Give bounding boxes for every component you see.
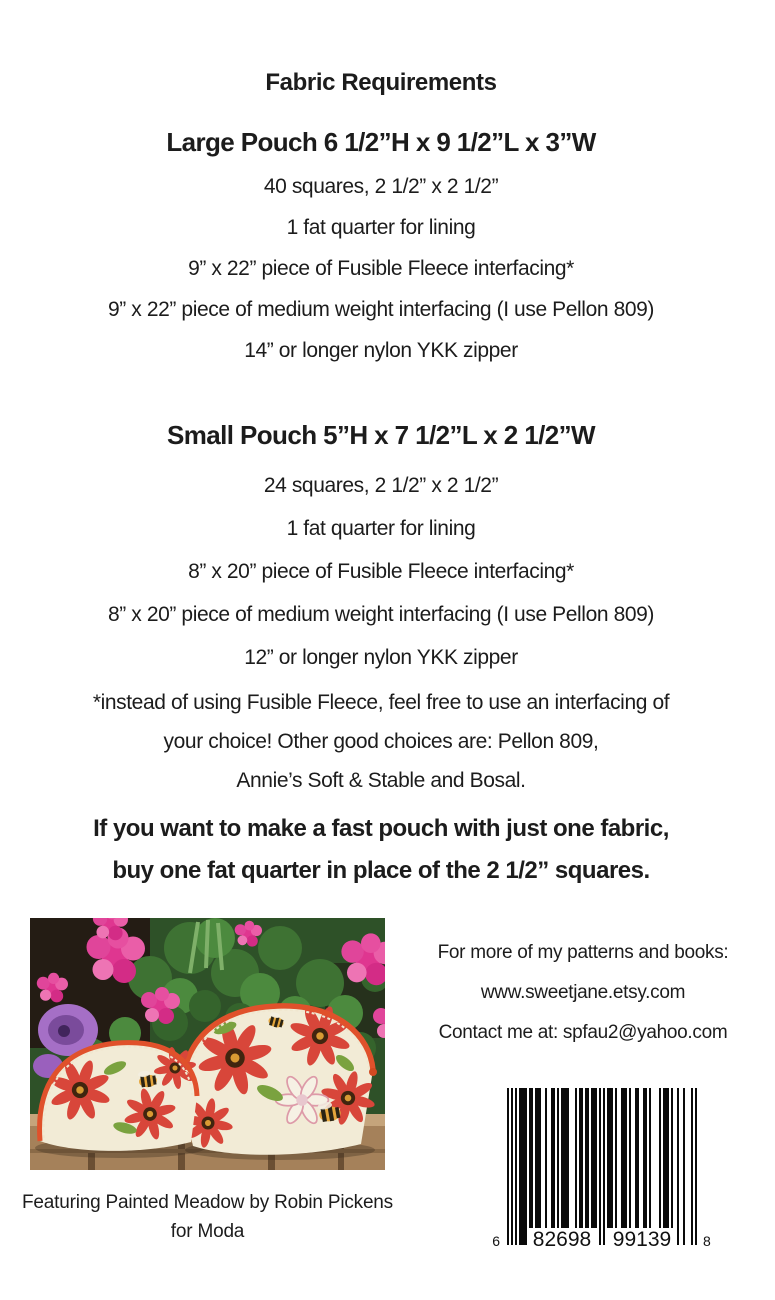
small-pouch-line: 8” x 20” piece of Fusible Fleece interfacing* [188, 560, 574, 583]
barcode-check-digit: 8 [703, 1233, 711, 1249]
fast-pouch-tip-line: If you want to make a fast pouch with just one fabric, [93, 815, 669, 842]
large-pouch-requirements [0, 166, 762, 371]
small-pouch-requirements [0, 464, 762, 679]
upc-barcode [480, 1088, 720, 1253]
promo-text: For more of my patterns and books: [437, 942, 729, 963]
small-pouch-line: 12” or longer nylon YKK zipper [244, 646, 518, 669]
small-pouch-line: 8” x 20” piece of medium weight interfacing (I use Pellon 809) [108, 603, 654, 626]
website-url: www.sweetjane.etsy.com [480, 982, 686, 1003]
barcode-right-digits: 99139 [612, 1228, 672, 1251]
interfacing-note-line: Annie’s Soft & Stable and Bosal. [236, 769, 526, 792]
large-pouch-heading: Large Pouch 6 1/2”H x 9 1/2”L x 3”W [166, 127, 596, 157]
small-pouch-line: 1 fat quarter for lining [286, 517, 476, 540]
contact-email-line: Contact me at: spfau2@yahoo.com [438, 1022, 728, 1043]
large-pouch-line: 9” x 22” piece of medium weight interfacing (I use Pellon 809) [108, 298, 654, 321]
small-pouch-heading: Small Pouch 5”H x 7 1/2”L x 2 1/2”W [167, 420, 595, 450]
fast-pouch-tip [0, 808, 762, 892]
fast-pouch-tip-line: buy one fat quarter in place of the 2 1/2” squares. [112, 857, 650, 884]
pouches-photo [30, 918, 385, 1170]
photo-caption-line: Featuring Painted Meadow by Robin Pickens [22, 1192, 393, 1213]
interfacing-note-line: *instead of using Fusible Fleece, feel free to use an interfacing of [92, 691, 670, 714]
large-pouch-line: 40 squares, 2 1/2” x 2 1/2” [263, 175, 499, 198]
contact-info [400, 933, 766, 1053]
photo-caption-line: for Moda [170, 1221, 245, 1242]
barcode-left-digits: 82698 [532, 1228, 592, 1251]
large-pouch-line: 9” x 22” piece of Fusible Fleece interfacing* [188, 257, 574, 280]
interfacing-note-line: your choice! Other good choices are: Pellon 809, [163, 730, 599, 753]
photo-caption [0, 1188, 415, 1246]
large-pouch-line: 1 fat quarter for lining [286, 216, 476, 239]
small-pouch-line: 24 squares, 2 1/2” x 2 1/2” [263, 474, 499, 497]
interfacing-note [0, 683, 762, 800]
barcode-number-system-digit: 6 [492, 1233, 500, 1249]
large-pouch-line: 14” or longer nylon YKK zipper [244, 339, 518, 362]
page-title: Fabric Requirements [265, 69, 497, 96]
barcode-bars [507, 1088, 697, 1245]
